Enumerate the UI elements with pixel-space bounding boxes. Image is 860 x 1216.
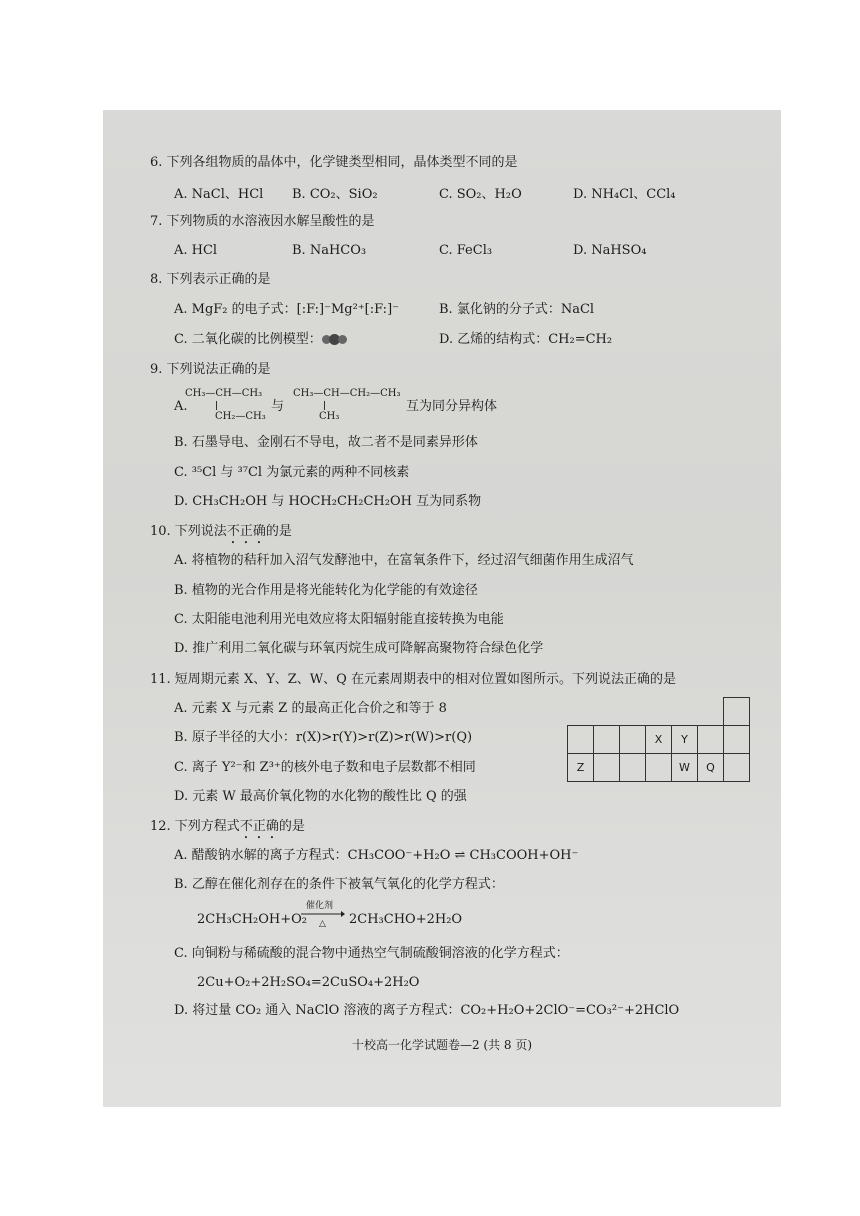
q10-option-b: B. 植物的光合作用是将光能转化为化学能的有效途径	[174, 583, 478, 598]
q10-option-a: A. 将植物的秸秆加入沼气发酵池中，在富氧条件下，经过沼气细菌作用生成沼气	[174, 553, 634, 568]
q9-struct1-top: CH₃—CH—CH₃	[185, 388, 263, 399]
q12-b-catalyst: 催化剂	[306, 901, 334, 911]
q12-stem-emphasis: 不正确	[239, 819, 279, 834]
pt-cell	[568, 726, 594, 754]
periodic-table-fragment	[567, 697, 750, 782]
pt-cell	[724, 698, 750, 726]
co2-model-icon	[322, 332, 347, 347]
pt-cell-q: Q	[698, 754, 724, 782]
q12-stem-post: 的是	[278, 819, 305, 834]
q6-option-d: D. NH₄Cl、CCl₄	[573, 187, 676, 202]
q10-stem-pre: 10. 下列说法	[150, 524, 227, 539]
q11-stem: 11. 短周期元素 X、Y、Z、W、Q 在元素周期表中的相对位置如图所示。下列说法正确的是	[150, 672, 676, 687]
q10-option-c: C. 太阳能电池利用光电效应将太阳辐射能直接转换为电能	[174, 612, 504, 627]
q11-option-d: D. 元素 W 最高价氧化物的水化物的酸性比 Q 的强	[174, 789, 467, 804]
q12-c-equation: 2Cu+O₂+2H₂SO₄=2CuSO₄+2H₂O	[197, 975, 420, 990]
q9-option-a-label: A.	[174, 399, 188, 414]
q12-stem	[150, 819, 305, 842]
pt-cell-w: W	[672, 754, 698, 782]
q12-option-b: B. 乙醇在催化剂存在的条件下被氧气氧化的化学方程式：	[174, 877, 504, 892]
pt-cell	[620, 754, 646, 782]
q7-option-a: A. HCl	[174, 243, 218, 258]
q6-option-b: B. CO₂、SiO₂	[292, 187, 378, 202]
q11-option-a: A. 元素 X 与元素 Z 的最高正化合价之和等于 8	[174, 701, 447, 716]
q9-struct2-top: CH₃—CH—CH₂—CH₃	[293, 388, 401, 399]
pt-cell-z: Z	[568, 754, 594, 782]
q9-with: 与	[271, 399, 285, 414]
q9-struct1-bottom: CH₂—CH₃	[215, 411, 266, 422]
q11-option-c: C. 离子 Y²⁻和 Z³⁺的核外电子数和电子层数都不相同	[174, 760, 476, 775]
q10-stem-emphasis: 不正确	[226, 524, 266, 539]
q8-option-c	[174, 332, 347, 348]
q11-option-b: B. 原子半径的大小：r(X)>r(Y)>r(Z)>r(W)>r(Q)	[174, 730, 473, 745]
pt-cell	[594, 726, 620, 754]
q6-option-c: C. SO₂、H₂O	[439, 187, 522, 202]
q7-option-b: B. NaHCO₃	[292, 243, 367, 258]
q12-b-heat: △	[319, 919, 326, 929]
q9-option-b: B. 石墨导电、金刚石不导电，故二者不是同素异形体	[174, 435, 478, 450]
q9-struct2-bond	[324, 401, 325, 410]
q9-struct1-bond	[216, 401, 217, 410]
q10-stem	[150, 524, 292, 547]
pt-cell	[698, 726, 724, 754]
q8-option-d: D. 乙烯的结构式：CH₂=CH₂	[439, 332, 613, 347]
pt-cell	[620, 726, 646, 754]
q7-option-d: D. NaHSO₄	[573, 243, 647, 258]
q10-stem-post: 的是	[265, 524, 292, 539]
q9-struct2-bottom: CH₃	[319, 411, 340, 422]
exam-page	[103, 110, 781, 1107]
pt-cell-y: Y	[672, 726, 698, 754]
q8-option-a: A. MgF₂ 的电子式：[:F:]⁻Mg²⁺[:F:]⁻	[174, 302, 399, 317]
q6-stem: 6. 下列各组物质的晶体中，化学键类型相同，晶体类型不同的是	[150, 155, 518, 170]
pt-cell	[646, 754, 672, 782]
q12-b-equation-left: 2CH₃CH₂OH+O₂	[197, 912, 308, 927]
reaction-arrow-icon	[301, 911, 345, 917]
q9-option-a-tail: 互为同分异构体	[406, 399, 498, 414]
q12-option-c: C. 向铜粉与稀硫酸的混合物中通热空气制硫酸铜溶液的化学方程式：	[174, 946, 569, 961]
q8-option-c-text: C. 二氧化碳的比例模型：	[174, 332, 322, 347]
q9-stem: 9. 下列说法正确的是	[150, 362, 271, 377]
pt-cell	[594, 754, 620, 782]
q6-option-a: A. NaCl、HCl	[174, 187, 264, 202]
q12-stem-pre: 12. 下列方程式	[150, 819, 240, 834]
pt-cell	[724, 754, 750, 782]
q9-option-c: C. ³⁵Cl 与 ³⁷Cl 为氯元素的两种不同核素	[174, 465, 410, 480]
pt-cell	[724, 726, 750, 754]
q7-option-c: C. FeCl₃	[439, 243, 493, 258]
pt-cell-x: X	[646, 726, 672, 754]
q7-stem: 7. 下列物质的水溶液因水解呈酸性的是	[150, 214, 375, 229]
q9-option-d: D. CH₃CH₂OH 与 HOCH₂CH₂CH₂OH 互为同系物	[174, 494, 482, 509]
q12-b-equation-right: 2CH₃CHO+2H₂O	[349, 912, 463, 927]
page-footer: 十校高一化学试题卷—2 (共 8 页)	[351, 1038, 533, 1052]
q8-stem: 8. 下列表示正确的是	[150, 272, 271, 287]
q10-option-d: D. 推广利用二氧化碳与环氧丙烷生成可降解高聚物符合绿色化学	[174, 641, 544, 656]
q12-option-d: D. 将过量 CO₂ 通入 NaClO 溶液的离子方程式：CO₂+H₂O+2ClO⁻=CO₃²⁻+2HClO	[174, 1003, 680, 1018]
q8-option-b: B. 氯化钠的分子式：NaCl	[439, 302, 595, 317]
q12-option-a: A. 醋酸钠水解的离子方程式：CH₃COO⁻+H₂O ⇌ CH₃COOH+OH⁻	[174, 848, 579, 863]
